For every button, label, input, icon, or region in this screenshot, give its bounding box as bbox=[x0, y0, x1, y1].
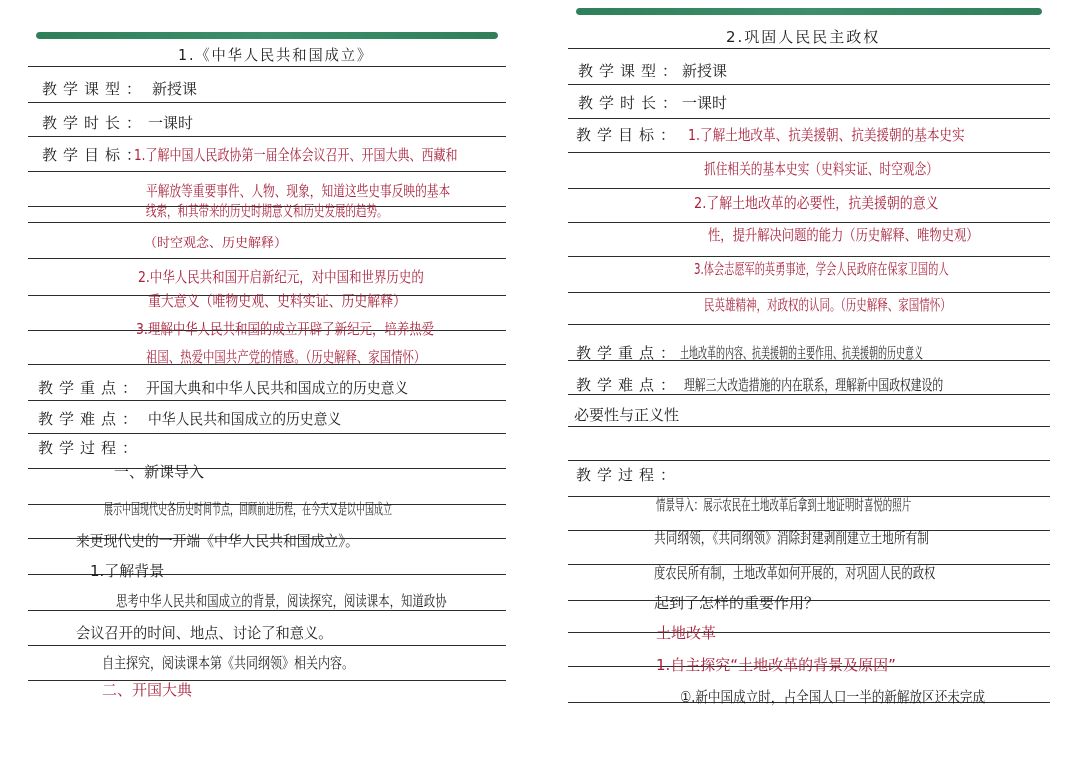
page-title: 1.《中华人民共和国成立》 bbox=[178, 46, 374, 64]
key-points-value: 开国大典和中华人民共和国成立的历史意义 bbox=[146, 379, 409, 397]
goal-1-line-1: 1.了解中国人民政协第一届全体会议召开、开国大典、西藏和 bbox=[134, 146, 458, 164]
duration-label: 教学时长： bbox=[578, 94, 684, 112]
ruled-line bbox=[568, 256, 1050, 257]
ruled-line bbox=[28, 680, 506, 681]
goal-2-line-1: 2.中华人民共和国开启新纪元，对中国和世界历史的 bbox=[138, 268, 424, 286]
ruled-line bbox=[568, 118, 1050, 119]
goal-3-line-2: 民英雄精神，对政权的认同。（历史解释、家国情怀） bbox=[704, 296, 951, 314]
ruled-line bbox=[568, 426, 1050, 427]
key-points-label: 教学重点： bbox=[38, 379, 144, 397]
ruled-line bbox=[568, 632, 1050, 633]
ruled-line bbox=[568, 460, 1050, 461]
ruled-line bbox=[568, 394, 1050, 395]
difficult-points-line-1: 理解三大改造措施的内在联系，理解新中国政权建设的 bbox=[684, 376, 944, 394]
goal-1-line-3: 线索，和其带来的历史时期意义和历史发展的趋势。 bbox=[146, 202, 388, 220]
goals-label: 教学目标： bbox=[576, 126, 682, 144]
ruled-line bbox=[568, 48, 1050, 49]
section-1-heading: 一、新课导入 bbox=[114, 463, 205, 481]
ruled-line bbox=[568, 188, 1050, 189]
key-points-value: 土地改革的内容、抗美援朝的主要作用、抗美援朝的历史意义 bbox=[680, 344, 924, 362]
goal-3-line-1: 3.理解中华人民共和国的成立开辟了新纪元，培养热爱 bbox=[136, 320, 435, 338]
goal-1-line-1: 1.了解土地改革、抗美援朝、抗美援朝的基本史实 bbox=[688, 126, 965, 144]
intro-line-2: 共同纲领，《共同纲领》消除封建剥削建立土地所有制 bbox=[654, 529, 929, 547]
land-reform-heading: 土地改革 bbox=[656, 624, 717, 642]
ruled-line bbox=[28, 645, 506, 646]
ruled-line bbox=[28, 102, 506, 103]
goal-1-line-2: 抓住相关的基本史实（史料实证、时空观念） bbox=[704, 160, 939, 178]
process-label: 教学过程： bbox=[576, 466, 682, 484]
duration-value: 一课时 bbox=[148, 114, 194, 132]
section-1-sub-line-3: 自主探究，阅读课本第《共同纲领》相关内容。 bbox=[102, 654, 355, 672]
intro-line-4: 起到了怎样的重要作用？ bbox=[654, 594, 820, 612]
ruled-line bbox=[568, 84, 1050, 85]
green-header-band bbox=[36, 32, 498, 39]
page-title: 2.巩固人民民主政权 bbox=[726, 28, 881, 46]
section-1-sub-line-2: 会议召开的时间、地点、讨论了和意义。 bbox=[76, 624, 333, 642]
ruled-line bbox=[568, 152, 1050, 153]
green-header-band bbox=[576, 8, 1042, 15]
ruled-line bbox=[28, 171, 506, 172]
lesson-type-value: 新授课 bbox=[682, 62, 728, 80]
goal-1-note: （时空观念、历史解释） bbox=[144, 236, 288, 251]
goal-3-line-2: 祖国、热爱中国共产党的情感。（历史解释、家国情怀） bbox=[146, 348, 426, 366]
section-1-sub-line-1: 思考中华人民共和国成立的背景，阅读探究，阅读课本，知道政协 bbox=[116, 592, 447, 610]
ruled-line bbox=[28, 468, 506, 469]
ruled-line bbox=[28, 222, 506, 223]
duration-value: 一课时 bbox=[682, 94, 728, 112]
difficult-points-line-2: 必要性与正义性 bbox=[574, 406, 680, 424]
land-reform-sub-heading: 1.自主探究“土地改革的背景及原因” bbox=[656, 656, 896, 674]
ruled-line bbox=[568, 292, 1050, 293]
duration-label: 教学时长： bbox=[42, 114, 148, 132]
left-notebook-page bbox=[28, 30, 506, 720]
intro-line-1: 情景导入：展示农民在土地改革后拿到土地证明时喜悦的照片 bbox=[656, 496, 912, 514]
goal-3-line-1: 3.体会志愿军的英勇事迹，学会人民政府在保家卫国的人 bbox=[694, 260, 949, 278]
difficult-points-label: 教学难点： bbox=[576, 376, 682, 394]
ruled-line bbox=[28, 433, 506, 434]
section-1-line-1: 展示中国现代史各历史时间节点，回顾前进历程，在今天又是以中国成立 bbox=[104, 500, 393, 518]
right-notebook-page bbox=[568, 4, 1050, 719]
ruled-line bbox=[28, 66, 506, 67]
intro-line-3: 度农民所有制，土地改革如何开展的，对巩固人民的政权 bbox=[654, 564, 936, 582]
section-1-sub-heading: 1.了解背景 bbox=[90, 562, 165, 580]
section-2-heading: 二、开国大典 bbox=[102, 681, 193, 699]
goal-2-line-1: 2.了解土地改革的必要性，抗美援朝的意义 bbox=[694, 194, 939, 212]
key-points-label: 教学重点： bbox=[576, 344, 682, 362]
ruled-line bbox=[28, 610, 506, 611]
ruled-line bbox=[568, 222, 1050, 223]
process-label: 教学过程： bbox=[38, 439, 144, 457]
ruled-line bbox=[568, 324, 1050, 325]
ruled-line bbox=[28, 400, 506, 401]
lesson-type-label: 教学课型： bbox=[42, 80, 148, 98]
section-1-line-2: 来更现代史的一开端《中华人民共和国成立》。 bbox=[76, 532, 359, 550]
goal-2-line-2: 重大意义（唯物史观、史料实证、历史解释） bbox=[148, 292, 407, 310]
ruled-line bbox=[28, 258, 506, 259]
lesson-type-value: 新授课 bbox=[152, 80, 198, 98]
lesson-type-label: 教学课型： bbox=[578, 62, 684, 80]
ruled-line bbox=[28, 136, 506, 137]
difficult-points-value: 中华人民共和国成立的历史意义 bbox=[148, 410, 342, 428]
goal-1-line-2: 平解放等重要事件、人物、现象，知道这些史事反映的基本 bbox=[146, 182, 451, 200]
goal-2-line-2: 性，提升解决问题的能力（历史解释、唯物史观） bbox=[708, 226, 979, 244]
land-reform-item-1: ①.新中国成立时，占全国人口一半的新解放区还未完成 bbox=[680, 688, 986, 706]
difficult-points-label: 教学难点： bbox=[38, 410, 144, 428]
goals-label: 教学目标： bbox=[42, 146, 148, 164]
